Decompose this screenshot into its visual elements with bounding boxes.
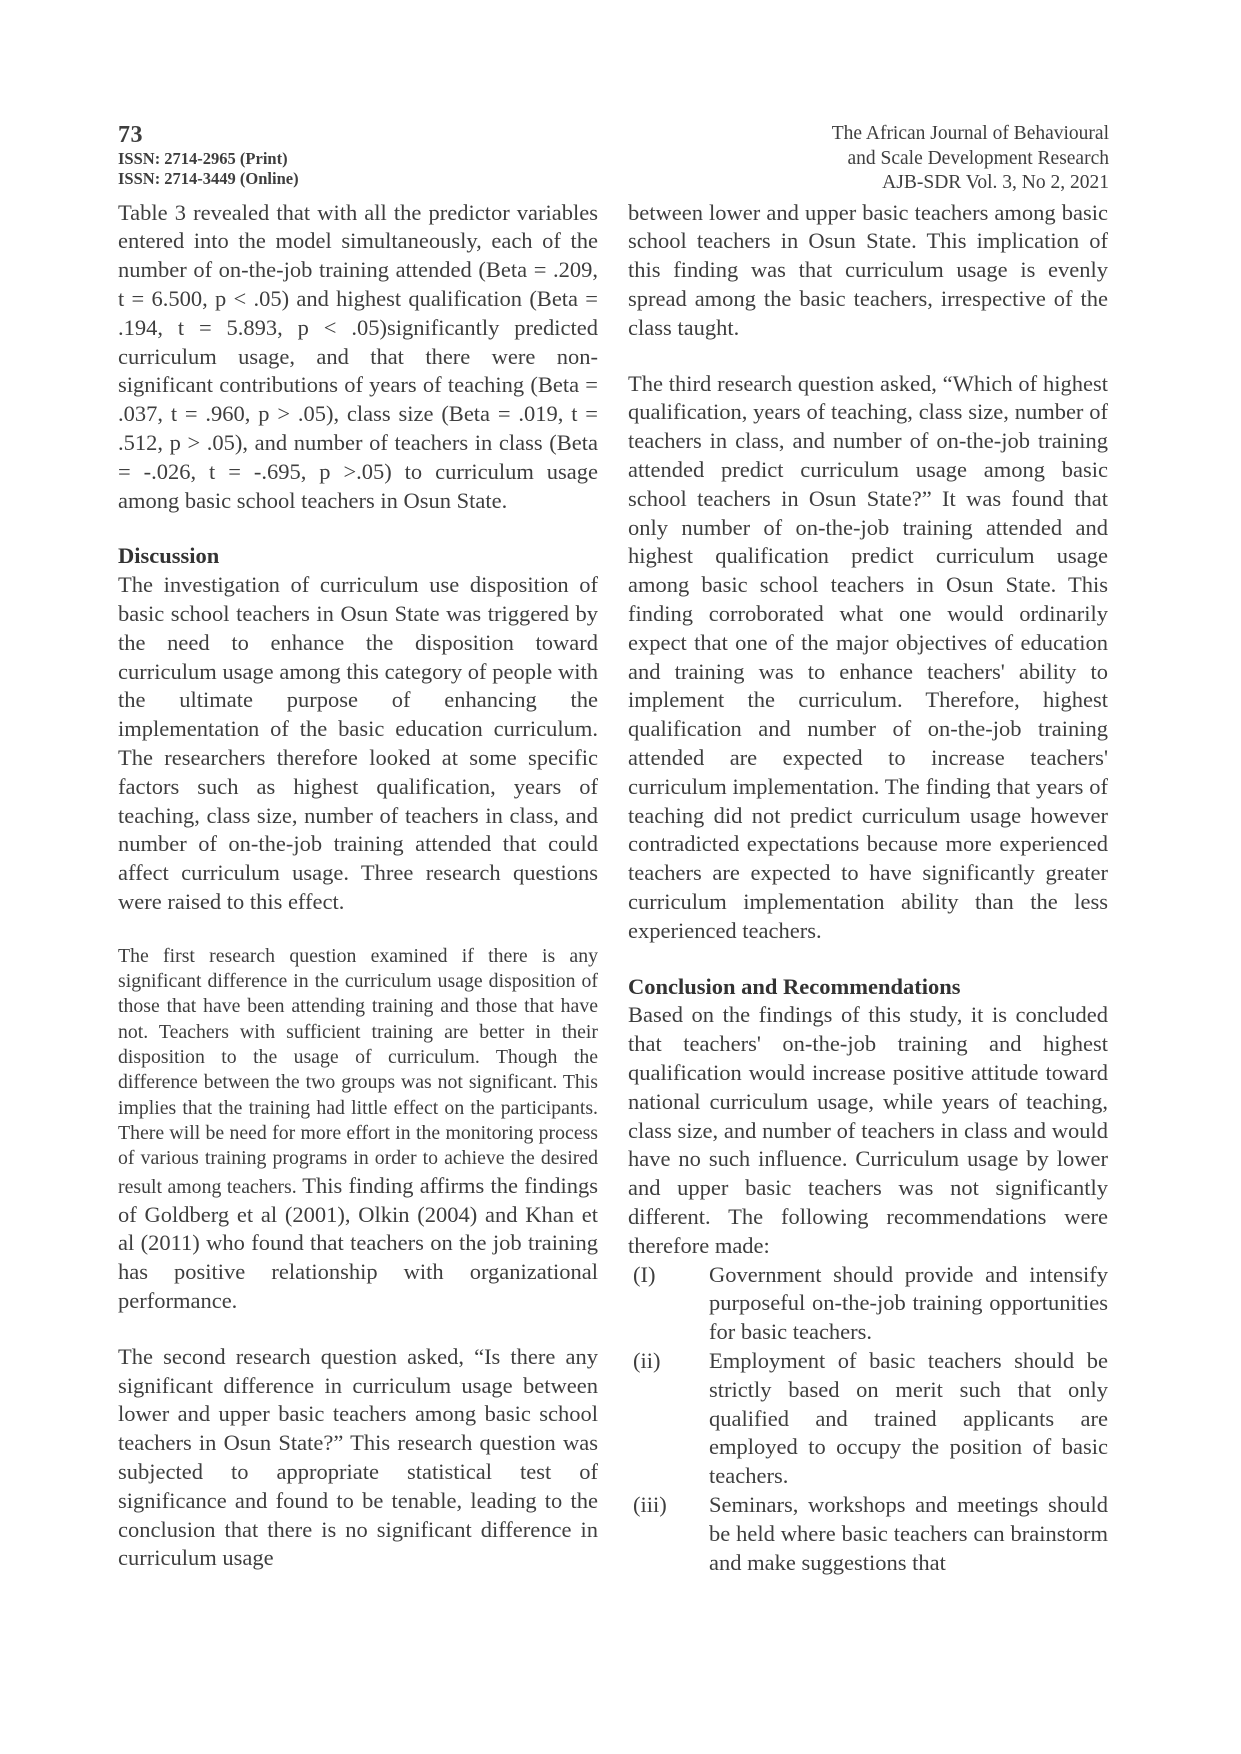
journal-title-line2: and Scale Development Research: [847, 147, 1109, 169]
journal-title-block: [832, 122, 1109, 196]
paragraph-second-rq-continued: between lower and upper basic teachers among basic school teachers in Osun State. This implication of this finding was that curriculum usage is evenly spread among the basic teachers, irrespective of the class taught.: [628, 199, 1108, 340]
list-item: [628, 1347, 1108, 1491]
paragraph-first-research-question: [118, 944, 598, 1316]
list-item: [628, 1491, 1108, 1577]
paragraph-table3-results: Table 3 revealed that with all the predictor variables entered into the model simultaneously, each of the number of on-the-job training attended (Beta = .209, t = 6.500, p < .05) and highest qualification (Beta = .194, t = 5.893, p < .05)significantly predicted curriculum usage, and that there were non-significant contributions of years of teaching (Beta = .037, t = .960, p > .05), class size (Beta = .019, t = .512, p > .05), and number of teachers in class (Beta = -.026, t = -.695, p >.05) to curriculum usage among basic school teachers in Osun State.: [118, 199, 598, 513]
page-header: [118, 122, 1109, 196]
recommendations-list: [628, 1261, 1108, 1578]
paragraph-second-research-question: The second research question asked, “Is there any significant difference in curriculum usage between lower and upper basic teachers among basic school teachers in Osun State?” This research question was subjected to appropriate statistical test of significance and found to be tenable, leading to the conclusion that there is no significant difference in curriculum usage: [118, 1343, 598, 1571]
paragraph-first-rq-small-text: The first research question examined if there is any significant difference in the curriculum usage disposition of those that have been attending training and those that have not. Teachers with sufficient training are better in their disposition to the usage of curriculum. Though the difference between the two groups was not significant. This implies that the training had little effect on the participants. There will be need for more effort in the monitoring process of various training programs in order to achieve the desired result among teachers.: [118, 944, 598, 1198]
two-column-body: [118, 199, 1109, 1578]
left-column: [118, 199, 598, 1578]
paragraph-third-research-question: The third research question asked, “Which of highest qualification, years of teaching, class size, number of teachers in class, and number of on-the-job training attended predict curriculum usage among basic school teachers in Osun State?” It was found that only number of on-the-job training attended and highest qualification predict curriculum usage among basic school teachers in Osun State. This finding corroborated what one would ordinarily expect that one of the major objectives of education and training was to enhance teachers' ability to implement the curriculum. Therefore, highest qualification and number of on-the-job training attended are expected to increase teachers' curriculum implementation. The finding that years of teaching did not predict curriculum usage however contradicted expectations because more experienced teachers are expected to have significantly greater curriculum implementation ability than the less experienced teachers.: [628, 370, 1108, 943]
right-column: [628, 199, 1108, 1578]
issn-print: ISSN: 2714-2965 (Print): [118, 148, 288, 168]
paragraph-conclusion: Based on the findings of this study, it is concluded that teachers' on-the-job training and highest qualification would increase positive attitude toward national curriculum usage, while years of teaching, class size, and number of teachers in class and would have no such influence. Curriculum usage by lower and upper basic teachers was not significantly different. The following recommendations were therefore made:: [628, 1002, 1108, 1258]
list-item-marker: (I): [633, 1261, 656, 1287]
paragraph-first-rq-tail-text: This finding affirms the findings of Goldberg et al (2001), Olkin (2004) and Khan et al (2011) who found that teachers on the job training has positive relationship with organizational performance.: [118, 1172, 598, 1313]
issn-online: ISSN: 2714-3449 (Online): [118, 169, 299, 188]
list-item-marker: (ii): [633, 1347, 661, 1373]
paragraph-discussion: The investigation of curriculum use disposition of basic school teachers in Osun State was triggered by the need to enhance the disposition toward curriculum usage among this category of people with the ultimate purpose of enhancing the implementation of the basic education curriculum. The researchers therefore looked at some specific factors such as highest qualification, years of teaching, class size, number of teachers in class, and number of on-the-job training attended that could affect curriculum usage. Three research questions were raised to this effect.: [118, 572, 598, 915]
journal-title-line1: The African Journal of Behavioural: [831, 123, 1109, 144]
section-heading-conclusion: Conclusion and Recommendations: [628, 973, 961, 999]
section-heading-discussion: Discussion: [118, 543, 220, 569]
journal-volume-line: AJB-SDR Vol. 3, No 2, 2021: [882, 172, 1109, 194]
list-item: [628, 1261, 1108, 1347]
list-item-text: Seminars, workshops and meetings should be held where basic teachers can brainstorm and make suggestions that: [709, 1491, 1108, 1575]
page-number: 73: [118, 122, 143, 148]
list-item-text: Government should provide and intensify purposeful on-the-job training opportunities for basic teachers.: [709, 1261, 1108, 1345]
list-item-marker: (iii): [633, 1491, 667, 1517]
page-content: [118, 122, 1109, 1577]
list-item-text: Employment of basic teachers should be strictly based on merit such that only qualified and trained applicants are employed to occupy the position of basic teachers.: [709, 1347, 1108, 1489]
header-left: [118, 122, 299, 189]
